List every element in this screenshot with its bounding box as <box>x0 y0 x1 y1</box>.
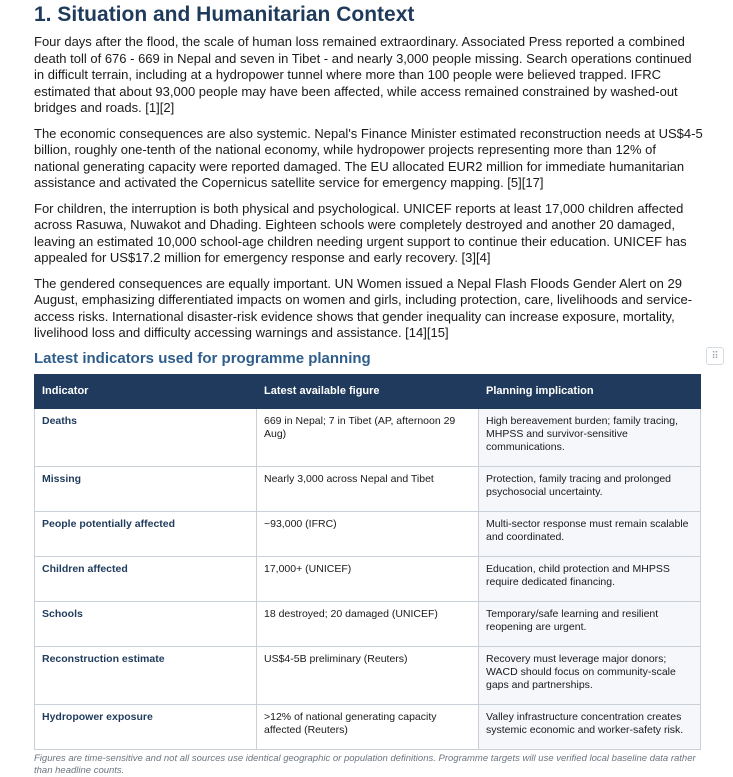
table-row <box>35 601 701 646</box>
indicator-cell: People potentially affected <box>35 511 257 556</box>
figure-cell: US$4-5B preliminary (Reuters) <box>257 646 479 704</box>
figure-cell: 18 destroyed; 20 damaged (UNICEF) <box>257 601 479 646</box>
paragraph-children: For children, the interruption is both physical and psychological. UNICEF reports at least 17,000 children affected across Rasuwa, Nuwakot and Dhading. Eighteen schools were completely destroyed and another 20 damaged, leaving an estimated 10,000 school-age children needing urgent support to continue their education. UNICEF has appealed for US$17.2 million for emergency response and early recovery. [3][4] <box>34 200 687 265</box>
table-footnote: Figures are time-sensitive and not all sources use identical geographic or population definitions. Programme targets will use verified local baseline data rather than headline counts. <box>34 752 696 776</box>
indicator-cell: Deaths <box>35 408 257 466</box>
implication-cell: Education, child protection and MHPSS require dedicated financing. <box>479 556 701 601</box>
figure-cell: Nearly 3,000 across Nepal and Tibet <box>257 466 479 511</box>
implication-cell: Protection, family tracing and prolonged psychosocial uncertainty. <box>479 466 701 511</box>
paragraph-situation: Four days after the flood, the scale of human loss remained extraordinary. Associated Press reported a combined death toll of 676 - 669 in Nepal and seven in Tibet - and nearly 3,000 people missing. Search operations continued in difficult terrain, including at a hydropower tunnel where more than 100 people were believed trapped. IFRC estimated that about 93,000 people may have been affected, while access remained constrained by washed-out bridges and roads. [1][2] <box>34 34 692 115</box>
drag-handle-icon[interactable]: ⠿ <box>706 347 724 365</box>
column-header-indicator: Indicator <box>35 374 257 408</box>
section-heading: 1. Situation and Humanitarian Context <box>34 3 415 26</box>
paragraph-economic: The economic consequences are also systemic. Nepal's Finance Minister estimated reconstruction needs at US$4-5 billion, roughly one-tenth of the national economy, while hydropower projects representing more than 12% of national generating capacity were reported damaged. The EU allocated EUR2 million for immediate humanitarian assistance and activated the Copernicus satellite service for emergency mapping. [5][17] <box>34 125 703 190</box>
table-row <box>35 408 701 466</box>
implication-cell: Temporary/safe learning and resilient reopening are urgent. <box>479 601 701 646</box>
paragraph-gender: The gendered consequences are equally important. UN Women issued a Nepal Flash Floods Gender Alert on 29 August, emphasizing differentiated impacts on women and girls, including protection, care, livelihoods and service-access risks. International disaster-risk evidence shows that gender inequality can increase exposure, mortality, livelihood loss and difficulty accessing warnings and assistance. [14][15] <box>34 275 693 340</box>
table-row <box>35 646 701 704</box>
implication-cell: Recovery must leverage major donors; WACD should focus on community-scale gaps and partnerships. <box>479 646 701 704</box>
figure-cell: 17,000+ (UNICEF) <box>257 556 479 601</box>
table-header-row <box>35 374 701 408</box>
table-row <box>35 511 701 556</box>
figure-cell: >12% of national generating capacity affected (Reuters) <box>257 704 479 749</box>
indicator-cell: Children affected <box>35 556 257 601</box>
indicator-cell: Schools <box>35 601 257 646</box>
indicator-cell: Missing <box>35 466 257 511</box>
table-row <box>35 466 701 511</box>
table-row <box>35 556 701 601</box>
figure-cell: ~93,000 (IFRC) <box>257 511 479 556</box>
implication-cell: Valley infrastructure concentration creates systemic economic and worker-safety risk. <box>479 704 701 749</box>
column-header-figure: Latest available figure <box>257 374 479 408</box>
implication-cell: High bereavement burden; family tracing, MHPSS and survivor-sensitive communications. <box>479 408 701 466</box>
document-page <box>34 3 719 777</box>
indicator-cell: Hydropower exposure <box>35 704 257 749</box>
indicator-cell: Reconstruction estimate <box>35 646 257 704</box>
table-row <box>35 704 701 749</box>
implication-cell: Multi-sector response must remain scalable and coordinated. <box>479 511 701 556</box>
table-title: Latest indicators used for programme planning <box>34 349 371 367</box>
figure-cell: 669 in Nepal; 7 in Tibet (AP, afternoon 29 Aug) <box>257 408 479 466</box>
column-header-implication: Planning implication <box>479 374 701 408</box>
indicators-table <box>34 374 701 750</box>
